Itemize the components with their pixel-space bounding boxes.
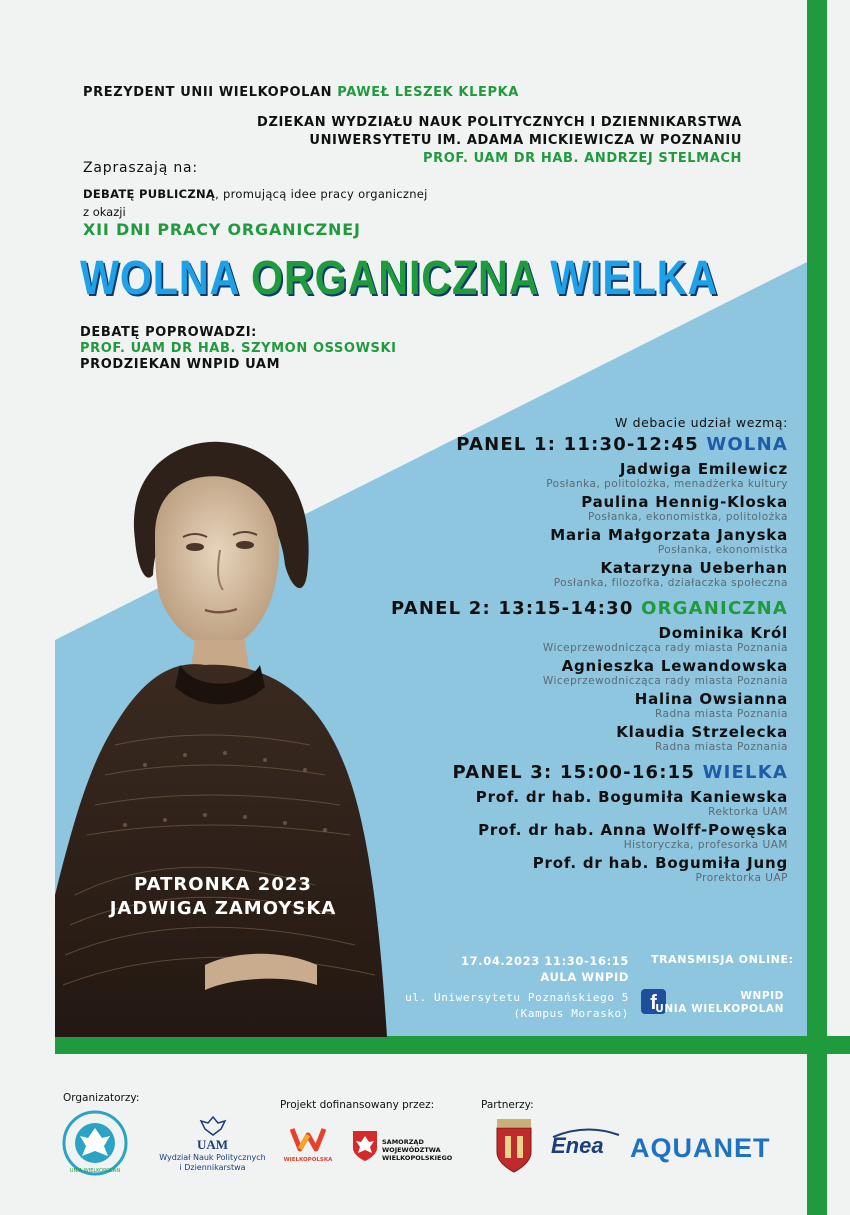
dean-line-2: UNIWERSYTETU IM. ADAMA MICKIEWICZA W POZNANIU — [309, 133, 742, 148]
title-word-wielka: WIELKA — [550, 252, 719, 305]
aquanet-logo: AQUANET — [630, 1133, 771, 1163]
speaker-role: Wiceprzewodnicząca rady miasta Poznania — [542, 642, 788, 654]
panel-2-time: PANEL 2: 13:15-14:30 — [391, 598, 634, 619]
speaker-role: Posłanka, politolożka, menadżerka kultury — [546, 478, 788, 490]
wielkopolska-text: WIELKOPOLSKA — [283, 1157, 333, 1163]
speaker-name: Prof. dr hab. Anna Wolff-Powęska — [478, 821, 788, 839]
coat-of-arms-logo — [493, 1118, 535, 1174]
facebook-pages[interactable] — [655, 990, 784, 1016]
debate-rest: , promującą idee pracy organicznej — [215, 187, 428, 201]
enea-logo — [551, 1133, 604, 1159]
panel-1-theme: WOLNA — [706, 434, 788, 455]
moderator-label: DEBATĘ POPROWADZI: — [80, 325, 257, 340]
fb-page-unia[interactable]: UNIA WIELKOPOLAN — [655, 1003, 784, 1015]
event-name: XII DNI PRACY ORGANICZNEJ — [83, 220, 361, 239]
facebook-icon[interactable]: f — [641, 989, 666, 1014]
speaker-role: Radna miasta Poznania — [654, 708, 788, 720]
speaker-name: Dominika Król — [658, 624, 788, 642]
uam-emblem-icon — [198, 1115, 228, 1137]
wielkopolska-logo — [282, 1125, 334, 1163]
speaker-name: Paulina Hennig-Kloska — [581, 493, 788, 511]
panel-3-theme: WIELKA — [702, 762, 788, 783]
title-word-wolna: WOLNA — [80, 252, 239, 305]
panel-2-theme: ORGANICZNA — [641, 598, 788, 619]
unia-wielkopolan-logo — [60, 1108, 130, 1178]
speaker-role: Posłanka, ekonomistka — [657, 544, 788, 556]
eagle-shield-icon — [352, 1130, 378, 1162]
occasion-text: z okazji — [83, 205, 126, 219]
main-title — [80, 251, 718, 306]
speaker-role: Historyczka, profesorka UAM — [623, 839, 788, 851]
wielkopolska-w-icon — [288, 1125, 328, 1153]
online-label: TRANSMISJA ONLINE: — [651, 953, 794, 966]
unia-ring-text: UNIA WIELKOPOLAN — [69, 1168, 121, 1174]
speaker-role: Posłanka, filozofka, działaczka społeczna — [553, 577, 788, 589]
dean-line-1: DZIEKAN WYDZIAŁU NAUK POLITYCZNYCH I DZIENNIKARSTWA — [257, 115, 742, 130]
uam-mark: UAM — [196, 1137, 229, 1152]
speaker-role: Prorektorka UAP — [695, 872, 788, 884]
event-campus: (Kampus Morasko) — [513, 1007, 629, 1020]
fb-page-wnpid[interactable]: WNPID — [740, 990, 784, 1002]
president-name: PAWEŁ LESZEK KLEPKA — [337, 85, 519, 100]
speaker-name: Agnieszka Lewandowska — [561, 657, 788, 675]
patron-line-1: PATRONKA 2023 — [134, 874, 312, 895]
patron-caption — [78, 873, 368, 921]
faculty-logo — [155, 1115, 270, 1173]
speaker-name: Klaudia Strzelecka — [616, 723, 788, 741]
speaker-name: Prof. dr hab. Bogumiła Kaniewska — [475, 788, 788, 806]
president-prefix: PREZYDENT UNII WIELKOPOLAN — [83, 85, 333, 100]
cofinanced-label: Projekt dofinansowany przez: — [280, 1099, 435, 1111]
invite-text: Zapraszają na: — [83, 160, 198, 176]
speaker-role: Posłanka, ekonomistka, politolożka — [588, 511, 788, 523]
speaker-role: Rektorka UAM — [708, 806, 788, 818]
speaker-name: Halina Owsianna — [634, 690, 788, 708]
green-vertical-stripe — [807, 0, 827, 1215]
president-line — [83, 85, 519, 100]
samorzad-line-1: SAMORZĄD WOJEWÓDZTWA — [382, 1138, 441, 1154]
debate-bold: DEBATĘ PUBLICZNĄ — [83, 187, 216, 201]
speaker-name: Katarzyna Ueberhan — [600, 559, 788, 577]
speaker-role: Wiceprzewodnicząca rady miasta Poznania — [542, 675, 788, 687]
speaker-name: Maria Małgorzata Janyska — [550, 526, 788, 544]
dean-name: PROF. UAM DR HAB. ANDRZEJ STELMACH — [423, 151, 742, 166]
event-datetime: 17.04.2023 11:30-16:15 — [461, 954, 629, 968]
organizers-label: Organizatorzy: — [63, 1092, 140, 1104]
moderator-role: PRODZIEKAN WNPID UAM — [80, 357, 281, 372]
panel-1-heading — [368, 434, 788, 455]
enea-swoosh-icon — [551, 1127, 621, 1157]
samorzad-logo — [352, 1130, 472, 1162]
portrait-illustration — [55, 425, 387, 1037]
faculty-line-1: Wydział Nauk Politycznych — [159, 1153, 266, 1162]
event-venue: AULA WNPID — [540, 970, 629, 984]
partners-label: Partnerzy: — [481, 1099, 534, 1111]
enea-text: Enea — [551, 1133, 604, 1158]
event-details — [405, 953, 629, 1022]
speaker-name: Prof. dr hab. Bogumiła Jung — [532, 854, 788, 872]
moderator-name: PROF. UAM DR HAB. SZYMON OSSOWSKI — [80, 341, 397, 356]
patron-line-2: JADWIGA ZAMOYSKA — [109, 898, 337, 919]
speaker-role: Radna miasta Poznania — [654, 741, 788, 753]
event-address: ul. Uniwersytetu Poznańskiego 5 — [405, 991, 629, 1004]
panels-intro: W debacie udział wezmą: — [615, 415, 788, 430]
panel-2-heading — [368, 598, 788, 619]
samorzad-line-2: WIELKOPOLSKIEGO — [382, 1154, 453, 1162]
panel-3-time: PANEL 3: 15:00-16:15 — [452, 762, 696, 783]
debate-line — [83, 187, 428, 201]
panels-section — [368, 415, 788, 888]
speaker-name: Jadwiga Emilewicz — [619, 460, 788, 478]
panel-3-heading — [368, 762, 788, 783]
title-word-organiczna: ORGANICZNA — [251, 252, 538, 305]
green-horizontal-stripe — [55, 1036, 850, 1054]
panel-1-time: PANEL 1: 11:30-12:45 — [456, 434, 699, 455]
faculty-line-2: i Dziennikarstwa — [179, 1163, 246, 1172]
